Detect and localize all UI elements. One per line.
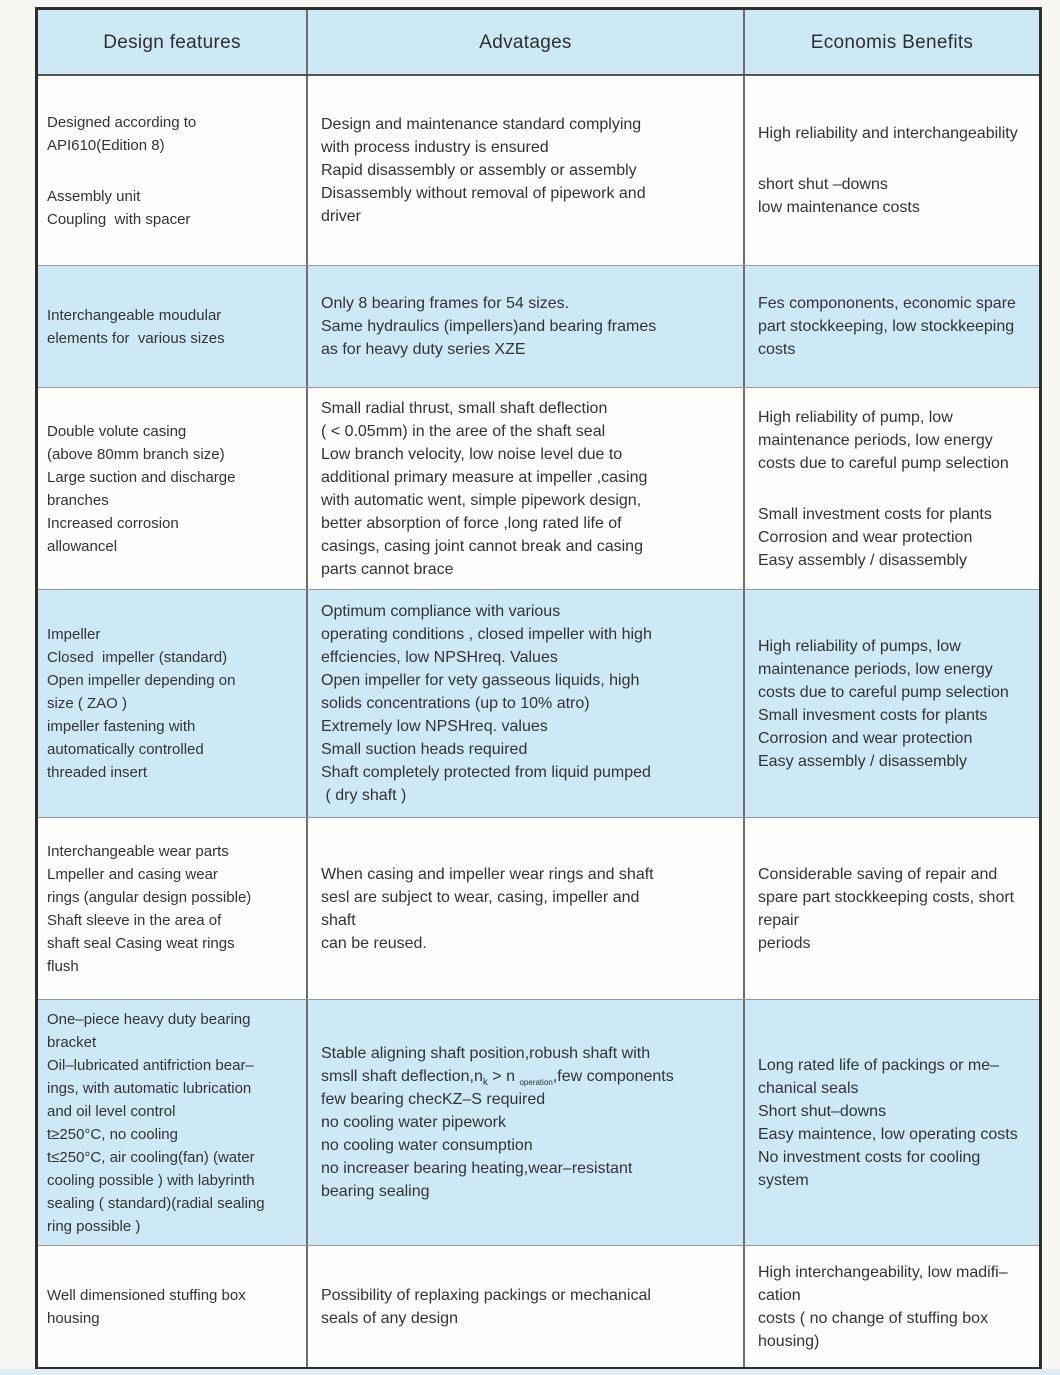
text-line: driver: [321, 208, 362, 225]
text-line: short shut –downs: [758, 176, 888, 193]
text-line: system: [758, 1171, 809, 1189]
table-row: [38, 1245, 1039, 1367]
features-cell: [38, 1246, 306, 1367]
table-header-row: [38, 10, 1039, 74]
text-line: Only 8 bearing frames for 54 sizes.: [321, 295, 570, 312]
text-line: Design and maintenance standard complying: [321, 116, 642, 133]
text-line: Impeller: [47, 626, 101, 643]
spacer: [758, 475, 1035, 503]
text-line: Possibility of replaxing packings or mechanical: [321, 1286, 651, 1304]
page-edge-strip: [0, 1369, 1060, 1375]
text-line: Easy assembly / disassembly: [758, 551, 967, 569]
text-line: Lmpeller and casing wear: [47, 865, 218, 883]
text-line: sesl are subject to wear, casing, impeller and: [321, 888, 640, 906]
advantages-cell: [306, 76, 743, 265]
text-line: seals of any design: [321, 1309, 458, 1327]
advantages-cell: [306, 1000, 743, 1245]
text-line: Designed according to: [47, 113, 197, 131]
text-line: maintenance periods, low energy: [758, 660, 993, 678]
text-line: (above 80mm branch size): [47, 445, 225, 463]
table-row: [38, 999, 1039, 1245]
text-line: impeller fastening with: [47, 718, 196, 735]
header-design-features: [38, 10, 306, 74]
advantages-cell: [306, 590, 743, 817]
benefits-cell: [743, 1000, 1039, 1245]
text-line: Rapid disassembly or assembly or assembly: [321, 162, 637, 179]
text-line: repair: [758, 911, 799, 929]
text-line: Stable aligning shaft position,robush shaft with: [321, 1045, 651, 1062]
features-cell: [38, 818, 306, 999]
formula-pre: smsll shaft deflection,n: [321, 1068, 483, 1085]
text-line: no increaser bearing heating,wear–resistant: [321, 1160, 633, 1177]
text-line: Long rated life of packings or me–: [758, 1056, 1000, 1074]
text-line: Well dimensioned stuffing box: [47, 1286, 246, 1304]
text-line: and oil level control: [47, 1102, 176, 1120]
text-line: additional primary measure at impeller ,casing: [321, 468, 648, 486]
features-cell: [38, 1000, 306, 1245]
text-line: operating conditions , closed impeller with high: [321, 626, 652, 643]
text-line: parts cannot brace: [321, 560, 454, 578]
table-row: [38, 817, 1039, 999]
text-line: part stockkeeping, low stockkeeping: [758, 318, 1015, 335]
table-row: [38, 387, 1039, 589]
benefits-cell: [743, 388, 1039, 589]
text-line: automatically controlled: [47, 741, 204, 758]
text-line: shaft seal Casing weat rings: [47, 934, 235, 952]
features-cell: [38, 590, 306, 817]
features-cell: [38, 76, 306, 265]
header-label: Design features: [103, 31, 241, 53]
advantages-cell: [306, 388, 743, 589]
text-line: Corrosion and wear protection: [758, 729, 973, 747]
text-line: allowancel: [47, 537, 118, 555]
advantages-cell: [306, 266, 743, 387]
text-line: Shaft completely protected from liquid pumped: [321, 764, 651, 781]
text-line: spare part stockkeeping costs, short: [758, 888, 1015, 906]
text-line: Disassembly without removal of pipework and: [321, 185, 646, 202]
comparison-table: [35, 7, 1042, 1370]
text-line: Closed impeller (standard): [47, 649, 228, 666]
text-line: Double volute casing: [47, 422, 187, 440]
text-line: High reliability and interchangeability: [758, 125, 1018, 142]
text-line: Assembly unit: [47, 187, 141, 205]
text-line: periods: [758, 934, 811, 952]
text-line: better absorption of force ,long rated life of: [321, 514, 622, 532]
text-line: High interchangeability, low madifi–: [758, 1263, 1008, 1281]
text-line: Extremely low NPSHreq. values: [321, 718, 548, 735]
benefits-cell: [743, 1246, 1039, 1367]
text-line: elements for various sizes: [47, 329, 225, 347]
header-label: Economis Benefits: [810, 31, 974, 53]
text-line: sealing ( standard)(radial sealing: [47, 1194, 265, 1212]
text-line: bracket: [47, 1033, 97, 1051]
text-line: flush: [47, 957, 79, 975]
text-line: ( dry shaft ): [321, 787, 407, 804]
text-line: bearing sealing: [321, 1183, 430, 1200]
spacer: [758, 145, 1035, 173]
text-line: Same hydraulics (impellers)and bearing frames: [321, 318, 657, 335]
features-cell: [38, 266, 306, 387]
text-line: costs: [758, 341, 796, 358]
text-line: Small invesment costs for plants: [758, 706, 988, 724]
text-line: casings, casing joint cannot break and casing: [321, 537, 643, 555]
text-line-with-subscripts: [321, 1065, 739, 1088]
text-line: Optimum compliance with various: [321, 603, 561, 620]
text-line: Oil–lubricated antifriction bear–: [47, 1056, 254, 1074]
header-benefits: [743, 10, 1039, 74]
text-line: cation: [758, 1286, 801, 1304]
text-line: Short shut–downs: [758, 1102, 887, 1120]
text-line: API610(Edition 8): [47, 136, 165, 154]
text-line: with process industry is ensured: [321, 139, 549, 156]
text-line: housing: [47, 1309, 100, 1327]
text-line: shaft: [321, 911, 356, 929]
text-line: Open impeller for vety gasseous liquids, high: [321, 672, 640, 689]
text-line: costs due to careful pump selection: [758, 454, 1009, 472]
text-line: Interchangeable moudular: [47, 306, 222, 324]
text-line: few bearing checKZ–S required: [321, 1091, 546, 1108]
text-line: effciencies, low NPSHreq. Values: [321, 649, 558, 666]
text-line: Increased corrosion: [47, 514, 179, 532]
text-line: t≥250°C, no cooling: [47, 1125, 178, 1143]
text-line: Small suction heads required: [321, 741, 528, 758]
text-line: chanical seals: [758, 1079, 859, 1097]
advantages-cell: [306, 1246, 743, 1367]
text-line: threaded insert: [47, 764, 148, 781]
benefits-cell: [743, 590, 1039, 817]
text-line: size ( ZAO ): [47, 695, 128, 712]
text-line: High reliability of pump, low: [758, 408, 953, 426]
features-cell: [38, 388, 306, 589]
subscript-operation: operation: [519, 1078, 553, 1088]
text-line: solids concentrations (up to 10% atro): [321, 695, 590, 712]
text-line: with automatic went, simple pipework design,: [321, 491, 642, 509]
header-label: Advatages: [479, 31, 572, 53]
text-line: low maintenance costs: [758, 199, 920, 216]
formula-mid: > n: [487, 1068, 520, 1085]
text-line: High reliability of pumps, low: [758, 637, 961, 655]
text-line: Low branch velocity, low noise level due to: [321, 445, 623, 463]
text-line: costs ( no change of stuffing box: [758, 1309, 989, 1327]
text-line: Coupling with spacer: [47, 210, 191, 228]
text-line: ( < 0.05mm) in the aree of the shaft seal: [321, 422, 606, 440]
text-line: ring possible ): [47, 1217, 141, 1235]
text-line: costs due to careful pump selection: [758, 683, 1009, 701]
text-line: housing): [758, 1332, 820, 1350]
text-line: Shaft sleeve in the area of: [47, 911, 222, 929]
text-line: no cooling water pipework: [321, 1114, 506, 1131]
text-line: rings (angular design possible): [47, 888, 252, 906]
benefits-cell: [743, 818, 1039, 999]
subscript-k: k: [482, 1077, 488, 1089]
text-line: maintenance periods, low energy: [758, 431, 993, 449]
text-line: no cooling water consumption: [321, 1137, 533, 1154]
header-advantages: [306, 10, 743, 74]
spacer: [47, 157, 302, 185]
text-line: Easy assembly / disassembly: [758, 752, 967, 770]
formula-post: ,few components: [552, 1068, 674, 1085]
benefits-cell: [743, 266, 1039, 387]
text-line: Interchangeable wear parts: [47, 842, 229, 860]
text-line: Easy maintence, low operating costs: [758, 1125, 1018, 1143]
text-line: One–piece heavy duty bearing: [47, 1010, 251, 1028]
advantages-cell: [306, 818, 743, 999]
table-row: [38, 589, 1039, 817]
text-line: Fes compononents, economic spare: [758, 295, 1016, 312]
text-line: No investment costs for cooling: [758, 1148, 981, 1166]
text-line: cooling possible ) with labyrinth: [47, 1171, 255, 1189]
benefits-cell: [743, 76, 1039, 265]
table-row: [38, 74, 1039, 265]
text-line: When casing and impeller wear rings and shaft: [321, 865, 654, 883]
table-row: [38, 265, 1039, 387]
text-line: ings, with automatic lubrication: [47, 1079, 252, 1097]
text-line: t≤250°C, air cooling(fan) (water: [47, 1148, 255, 1166]
text-line: can be reused.: [321, 934, 427, 952]
text-line: Small investment costs for plants: [758, 505, 992, 523]
text-line: Small radial thrust, small shaft deflection: [321, 399, 608, 417]
text-line: Open impeller depending on: [47, 672, 236, 689]
text-line: Considerable saving of repair and: [758, 865, 998, 883]
text-line: branches: [47, 491, 109, 509]
text-line: Large suction and discharge: [47, 468, 236, 486]
text-line: as for heavy duty series XZE: [321, 341, 526, 358]
text-line: Corrosion and wear protection: [758, 528, 973, 546]
